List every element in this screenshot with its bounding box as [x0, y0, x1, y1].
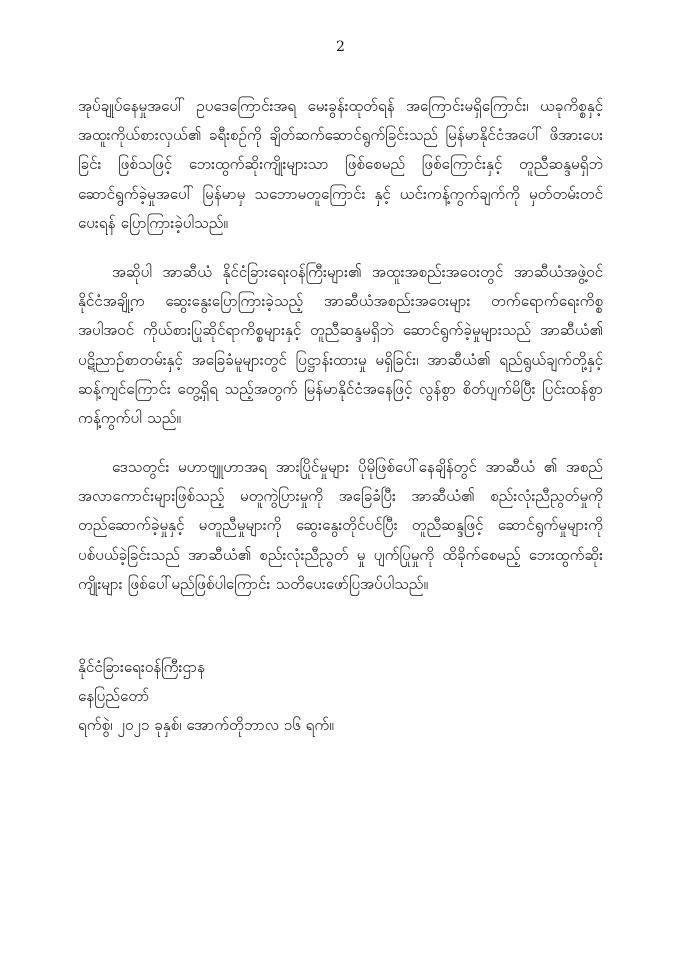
- page-number: 2: [336, 39, 345, 55]
- body-paragraph-2: အဆိုပါ အာဆီယံ နိုင်ငံခြားရေးဝန်ကြီးများ၏ အထူးအစည်းအဝေးတွင် အာဆီယံအဖွဲ့ဝင် နိုင်ငံအချို့က ဆွေးနွေးပြောကြားခဲ့သည့် အာဆီယံအစည်းအဝေးများ တက်ရောက်ရေးကိစ္စအပါအဝင် ကိုယ်စားပြုဆိုင်ရာကိစ္စများနှင့် တူညီဆန္ဒမရှိဘဲ ဆောင်ရွက်ခဲ့မှုများသည် အာဆီယံ၏ ပဋိညာဉ်စာတမ်းနှင့် အခြေခံမူများတွင် ပြဋ္ဌာန်းထားမှု မရှိခြင်း၊ အာဆီယံ၏ ရည်ရွယ်ချက်တို့နှင့် ဆန့်ကျင်ကြောင်း တွေ့ရှိရ သည့်အတွက် မြန်မာနိုင်ငံအနေဖြင့် လွန်စွာ စိတ်ပျက်မိပြီး ပြင်းထန်စွာ ကန့်ကွက်ပါ သည်။: [78, 262, 603, 427]
- signature-ministry: နိုင်ငံခြားရေးဝန်ကြီးဌာန: [78, 658, 205, 676]
- signature-date: ရက်စွဲ၊ ၂၀၂၁ ခုနှစ်၊ အောက်တိုဘာလ ၁၆ ရက်။: [78, 715, 334, 734]
- signature-block: [78, 653, 603, 740]
- body-paragraph-3: ဒေသတွင်း မဟာဗျူဟာအရ အားပြိုင်မှုများ ပိုမိုဖြစ်ပေါ်နေချိန်တွင် အာဆီယံ ၏ အစည်အလာကောင်းများဖြစ်သည့် မတူကွဲပြားမှုကို အခြေခံပြီး အာဆီယံ၏ စည်းလုံးညီညွတ်မှုကို တည်ဆောက်ခဲ့မှုနှင့် မတူညီမှုများကို ဆွေးနွေးတိုင်ပင်ပြီး တူညီဆန္ဒဖြင့် ဆောင်ရွက်မှုများကို ပစ်ပယ်ခဲ့ခြင်းသည် အာဆီယံ၏ စည်းလုံးညီညွတ် မှု ပျက်ပြုမှုကို ထိခိုက်စေမည့် ဘေးထွက်ဆိုးကျိုးများ ဖြစ်ပေါ်မည်ဖြစ်ပါကြောင်း သတိပေးဖော်ပြအပ်ပါသည်။: [78, 458, 603, 593]
- signature-city: နေပြည်တော်: [78, 686, 150, 705]
- body-paragraph-1: အုပ်ချုပ်နေမှုအပေါ် ဥပဒေကြောင်းအရ မေးခွန်းထုတ်ရန် အကြောင်းမရှိကြောင်း၊ ယခုကိစ္စနှင့် အထူးကိုယ်စားလှယ်၏ ခရီးစဉ်ကို ချိတ်ဆက်ဆောင်ရွက်ခြင်းသည် မြန်မာနိုင်ငံအပေါ် ဖိအားပေးခြင်း ဖြစ်သဖြင့် ဘေးထွက်ဆိုးကျိုးများသာ ဖြစ်စေမည် ဖြစ်ကြောင်းနှင့် တူညီဆန္ဒမရှိဘဲ ဆောင်ရွက်ခဲ့မှုအပေါ် မြန်မာမှ သဘောမတူကြောင်း နှင့် ယင်းကန့်ကွက်ချက်ကို မှတ်တမ်းတင်ပေးရန် ပြောကြားခဲ့ပါသည်။: [78, 97, 603, 232]
